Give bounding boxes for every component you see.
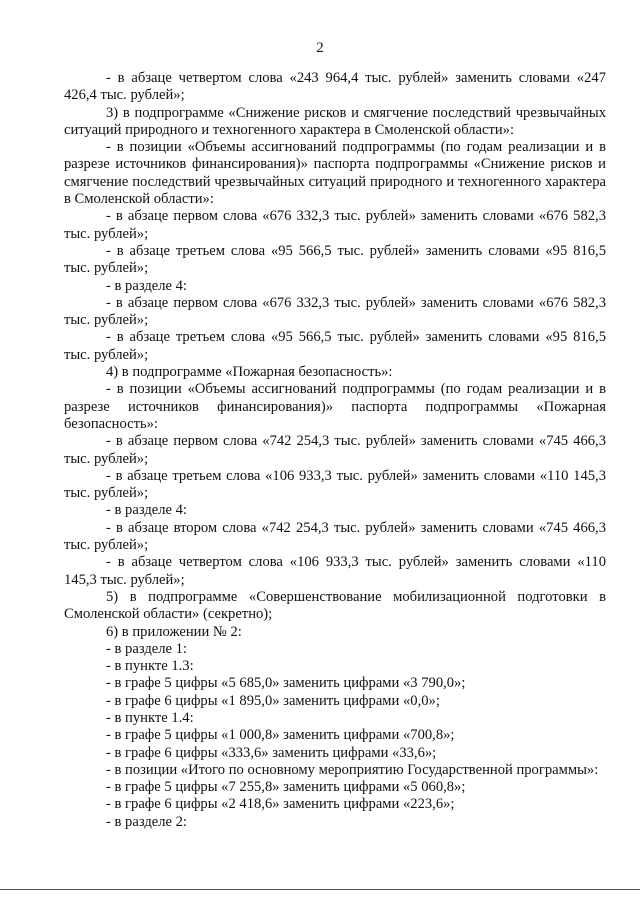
paragraph: - в абзаце четвертом слова «243 964,4 тыс. рублей» заменить словами «247 426,4 тыс. рублей»; <box>64 70 606 104</box>
page-bottom-rule <box>0 889 640 890</box>
paragraph: - в абзаце третьем слова «95 566,5 тыс. рублей» заменить словами «95 816,5 тыс. рублей»; <box>64 329 606 363</box>
paragraph: 4) в подпрограмме «Пожарная безопасность»: <box>106 364 393 381</box>
paragraph: - в графе 6 цифры «1 895,0» заменить цифрами «0,0»; <box>106 692 440 709</box>
document-body <box>64 70 606 831</box>
page-number: 2 <box>316 40 324 56</box>
paragraph: - в графе 6 цифры «2 418,6» заменить цифрами «223,6»; <box>106 796 455 813</box>
paragraph: - в графе 6 цифры «333,6» заменить цифрами «33,6»; <box>106 744 437 761</box>
paragraph: 3) в подпрограмме «Снижение рисков и смягчение последствий чрезвычайных ситуаций природного и техногенного характера в Смоленской области»: <box>64 104 606 138</box>
paragraph: - в пункте 1.3: <box>106 658 194 675</box>
paragraph: - в позиции «Объемы ассигнований подпрограммы (по годам реализации и в разрезе источников финансирования)» паспорта подпрограммы «Пожарная безопасность»: <box>64 381 606 432</box>
paragraph: - в абзаце первом слова «676 332,3 тыс. рублей» заменить словами «676 582,3 тыс. рублей»; <box>64 208 606 242</box>
paragraph: - в позиции «Итого по основному мероприятию Государственной программы»: <box>106 761 599 778</box>
paragraph: - в разделе 4: <box>106 502 187 519</box>
paragraph: - в абзаце первом слова «742 254,3 тыс. рублей» заменить словами «745 466,3 тыс. рублей»; <box>64 433 606 467</box>
paragraph: - в разделе 1: <box>106 640 187 657</box>
paragraph: - в абзаце втором слова «742 254,3 тыс. рублей» заменить словами «745 466,3 тыс. рублей»; <box>64 519 606 554</box>
paragraph: - в разделе 2: <box>106 813 187 830</box>
paragraph: - в графе 5 цифры «1 000,8» заменить цифрами «700,8»; <box>106 727 455 744</box>
paragraph: - в абзаце третьем слова «106 933,3 тыс. рублей» заменить словами «110 145,3 тыс. рублей»; <box>64 467 606 502</box>
paragraph: 6) в приложении № 2: <box>106 623 242 640</box>
paragraph: - в графе 5 цифры «7 255,8» заменить цифрами «5 060,8»; <box>106 779 466 796</box>
paragraph: 5) в подпрограмме «Совершенствование мобилизационной подготовки в Смоленской области» (секретно); <box>64 588 606 623</box>
paragraph: - в разделе 4: <box>106 277 187 294</box>
paragraph: - в графе 5 цифры «5 685,0» заменить цифрами «3 790,0»; <box>106 675 466 692</box>
paragraph: - в позиции «Объемы ассигнований подпрограммы (по годам реализации и в разрезе источников финансирования)» паспорта подпрограммы «Снижение рисков и смягчение последствий чрезвычайных ситуаций природного и техногенного характера в Смоленской области»: <box>64 139 606 208</box>
paragraph: - в пункте 1.4: <box>106 709 194 726</box>
paragraph: - в абзаце первом слова «676 332,3 тыс. рублей» заменить словами «676 582,3 тыс. рублей»; <box>64 294 606 329</box>
paragraph: - в абзаце четвертом слова «106 933,3 тыс. рублей» заменить словами «110 145,3 тыс. рублей»; <box>64 554 606 588</box>
paragraph: - в абзаце третьем слова «95 566,5 тыс. рублей» заменить словами «95 816,5 тыс. рублей»; <box>64 242 606 277</box>
